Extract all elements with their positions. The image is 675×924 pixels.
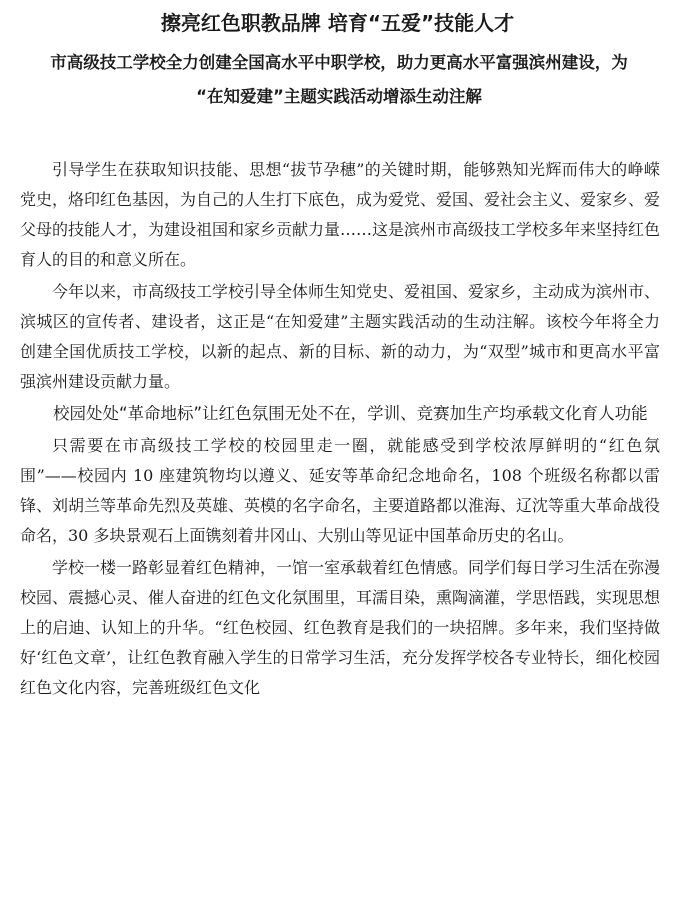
body-paragraph: 今年以来，市高级技工学校引导全体师生知党史、爱祖国、爱家乡，主动成为滨州市、滨城区的宣传者、建设者，这正是“在知爱建”主题实践活动的生动注解。该校今年将全力创建全国优质技工学校，以新的起点、新的目标、新的动力，为“双型”城市和更高水平富强滨州建设贡献力量。 <box>20 282 661 391</box>
subtitle-line-2: “在知爱建”主题实践活动增添生动注解 <box>196 87 482 106</box>
subtitle-line-1: 市高级技工学校全力创建全国高水平中职学校，助力更高水平富强滨州建设，为 <box>50 53 628 72</box>
body-paragraph: 引导学生在获取知识技能、思想“拔节孕穗”的关键时期，能够熟知光辉而伟大的峥嵘党史，烙印红色基因，为自己的人生打下底色，成为爱党、爱国、爱社会主义、爱家乡、爱父母的技能人才，为建设祖国和家乡贡献力量……这是滨州市高级技工学校多年来坚持红色育人的目的和意义所在。 <box>20 160 661 269</box>
article-title: 擦亮红色职教品牌 培育“五爱”技能人才 <box>160 11 515 35</box>
article-body <box>20 155 660 705</box>
article-subtitle <box>14 46 664 114</box>
body-paragraph: 只需要在市高级技工学校的校园里走一圈，就能感受到学校浓厚鲜明的“红色氛围”——校园内 10 座建筑物均以遵义、延安等革命纪念地命名，108 个班级名称都以雷锋、刘胡兰等革命先烈及英雄、英模的名字命名，主要道路都以淮海、辽沈等重大革命战役命名，30 多块景观石上面镌刻着井冈山、大别山等见证中国革命历史的名山。 <box>20 436 661 545</box>
section-heading: 校园处处“革命地标”让红色氛围无处不在，学训、竞赛加生产均承载文化育人功能 <box>53 404 648 423</box>
body-paragraph: 学校一楼一路彰显着红色精神，一馆一室承载着红色情感。同学们每日学习生活在弥漫校园、震撼心灵、催人奋进的红色文化氛围里，耳濡目染，熏陶滴灌，学思悟践，实现思想上的启迪、认知上的升华。“红色校园、红色教育是我们的一块招牌。多年来，我们坚持做好‘红色文章’，让红色教育融入学生的日常学习生活，充分发挥学校各专业特长，细化校园红色文化内容，完善班级红色文化 <box>20 558 661 697</box>
